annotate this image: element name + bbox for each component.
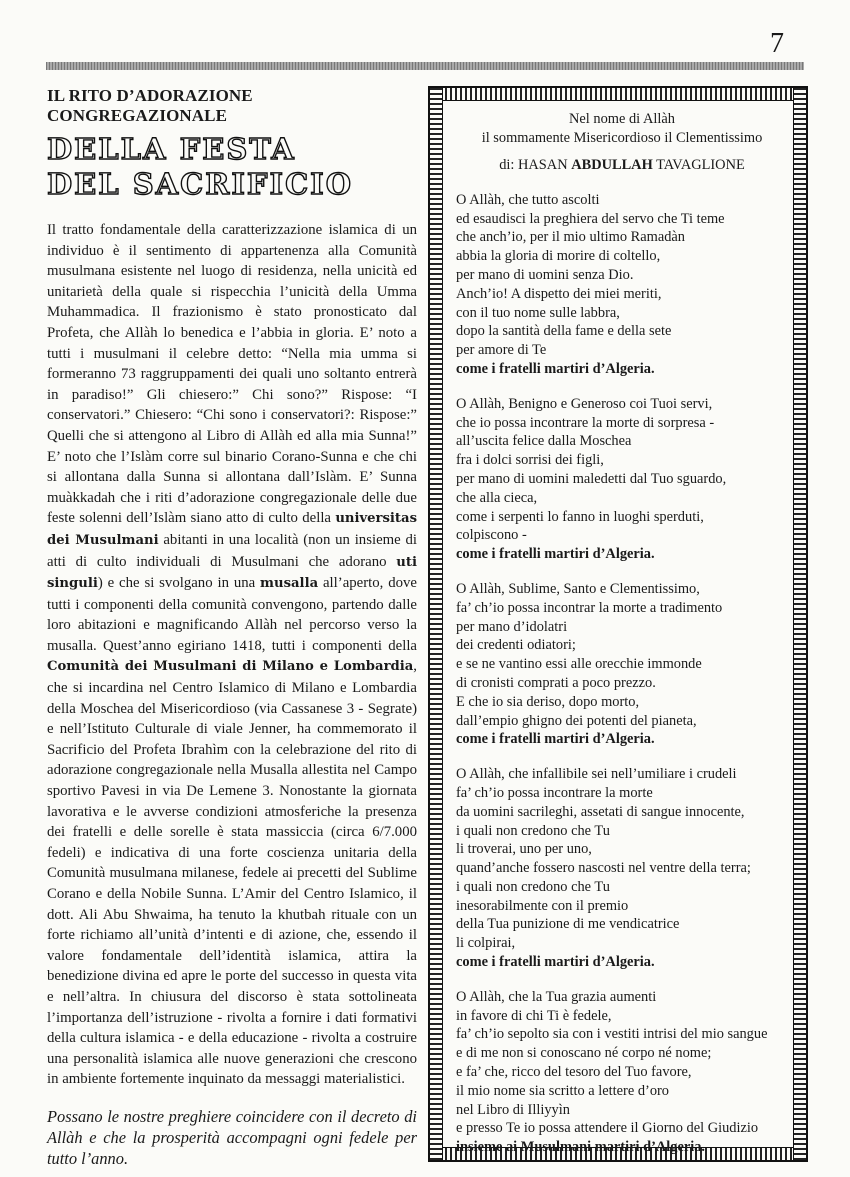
author-middle-name: ABDULLAH <box>571 157 653 173</box>
poem-line: il mio nome sia scritto a lettere d’oro <box>456 1082 669 1099</box>
poem-refrain: come i fratelli martiri d’Algeria. <box>456 360 655 377</box>
poem-line: dall’empio ghigno dei potenti del pianeta, <box>456 712 697 729</box>
poem-line: O Allàh, che tutto ascolti <box>456 191 600 208</box>
poem-stanza <box>456 580 788 749</box>
poem-stanza <box>456 191 788 379</box>
article-text-run: , che si incardina nel Centro Islamico di Milano e Lombardia della Moschea del Misericordioso (via Cassanese 3 - Segrate) e nell’Istituto Culturale di viale Jenner, ha commemorato il Sacrificio del Profeta Ibrahìm con la celebrazione del rito di adorazione congregazionale nella Musalla allestita nel Campo sportivo Pavesi in via De Lemene 3. Nonostante la giornata lavorativa e le avverse condizioni atmosferiche la presenza dei fratelli e delle sorelle è stata massiccia (circa 6/7.000 fedeli) e indicativa di una forte coscienza unitaria della Comunità musulmana milanese, fedele ai precetti del Sublime Corano e della Nobile Sunna. L’Amir del Centro Islamico, il dott. Ali Abu Shwaima, ha tenuto la khutbah rituale con un forte richiamo all’unità d’intenti e di azione, che, essendo il valore fondamentale dell’identità islamica, attira la benedizione divina ed apre le porte del successo in questa vita e nell’altra. In chiusura del discorso è stata sottolineata l’importanza dell’istruzione - rivolta a fornire i dati formativi della cultura islamica - e della educazione - rivolta a costruire una personalità islamica alle nuove generazioni che crescono in ambiente fortemente inquinato da messaggi materialistici. <box>47 658 417 1088</box>
poem-line: in favore di chi Ti è fedele, <box>456 1007 612 1024</box>
poem-line: inesorabilmente con il premio <box>456 897 629 914</box>
poem-line: e di me non si conoscano né corpo né nome; <box>456 1045 712 1062</box>
poem-line: fa’ ch’io possa incontrare la morte <box>456 784 653 801</box>
poem-line: e fa’ che, ricco del tesoro del Tuo favore, <box>456 1064 692 1081</box>
poem-line: all’uscita felice dalla Moschea <box>456 433 632 450</box>
poem-stanza <box>456 395 788 564</box>
poem-line: ed esaudisci la preghiera del servo che Ti teme <box>456 210 725 227</box>
border-top-ornament <box>430 88 806 101</box>
article-text-run: all’aperto, dove tutti i componenti della comunità convengono, partendo dalle loro abitazioni e magnificando Allàh nel percorso verso la musalla. Quest’anno egiriano 1418, tutti i componenti della <box>47 575 417 654</box>
border-right-ornament <box>793 88 806 1160</box>
poem-stanza <box>456 988 788 1157</box>
poem-line: per amore di Te <box>456 342 547 359</box>
article-emphasis: universitas dei Musulmani <box>47 511 417 548</box>
poem-line: li troverai, uno per uno, <box>456 841 592 858</box>
poem-line: fra i dolci sorrisi dei figli, <box>456 452 604 469</box>
poem-line: che io possa incontrare la morte di sorpresa - <box>456 414 715 431</box>
poem-author <box>456 156 788 175</box>
poem-line: i quali non credono che Tu <box>456 822 610 839</box>
article-text-run: abitanti in una località (non un insieme di atti di culto individuali di Musulmani che adorano <box>47 531 417 570</box>
page-number: 7 <box>770 28 784 59</box>
poem-line: dei credenti odiatori; <box>456 637 576 654</box>
article-emphasis: musalla <box>260 576 319 592</box>
border-left-ornament <box>430 88 443 1160</box>
poem-line: che anch’io, per il mio ultimo Ramadàn <box>456 229 685 246</box>
poem-line: da uomini sacrileghi, assetati di sangue innocente, <box>456 803 745 820</box>
poem-line: quand’anche fossero nascosti nel ventre della terra; <box>456 860 751 877</box>
poem-line: li colpirai, <box>456 935 516 952</box>
poem-stanzas <box>456 191 788 1157</box>
article-text-run: Il tratto fondamentale della caratterizzazione islamica di un individuo è il sentimento di appartenenza alla Comunità musulmana esistente nel luogo di residenza, nella unicità ed unitarietà della quale si rispecchia l’unicità della Umma Muhammadica. Il frazionismo è stato pronosticato dal Profeta, che Allàh lo benedica e l’abbia in gloria. E’ noto a tutti i musulmani il celebre detto: “Nella mia umma si formeranno 73 raggruppamenti dei quali uno soltanto entrerà in paradiso!” Gli chiesero:” Chi sono?” Rispose: “I conservatori.” Chiesero: “Chi sono i conservatori?: Rispose:” Quelli che si attengono al Libro di Allàh ed alla mia Sunna!” E’ noto che l’Islàm corre sul binario Corano-Sunna e che chi si allontana dalla Sunna si allontana dall’Islàm. E’ Sunna muàkkadah che i riti d’adorazione congregazionale delle due feste solenni dell’Islàm siano atto di culto della <box>47 222 417 527</box>
poem-frame <box>428 86 808 1162</box>
invocation-line: il sommamente Misericordioso il Clementissimo <box>481 130 763 146</box>
headline-line-1: DELLA FESTA <box>47 132 296 166</box>
poem-line: che alla cieca, <box>456 489 538 506</box>
poem-line: O Allàh, che infallibile sei nell’umiliare i crudeli <box>456 766 737 783</box>
poem-line: O Allàh, Benigno e Generoso coi Tuoi servi, <box>456 395 713 412</box>
top-rule <box>46 62 804 70</box>
poem-line: per mano d’idolatri <box>456 618 568 635</box>
poem-line: dopo la santità della fame e della sete <box>456 323 672 340</box>
article-text-run: ) e che si svolgano in una <box>97 575 261 592</box>
poem-line: Anch’io! A dispetto dei miei meriti, <box>456 285 662 302</box>
poem-line: della Tua punizione di me vendicatrice <box>456 916 680 933</box>
poem-line: di cronisti comprati a poco prezzo. <box>456 674 656 691</box>
poem-line: fa’ ch’io possa incontrar la morte a tradimento <box>456 599 723 616</box>
author-suffix: TAVAGLIONE <box>652 157 745 173</box>
article-paragraph <box>47 220 417 1090</box>
poem-refrain: come i fratelli martiri d’Algeria. <box>456 954 655 971</box>
invocation-line: Nel nome di Allàh <box>569 111 675 127</box>
poem-line: O Allàh, che la Tua grazia aumenti <box>456 988 657 1005</box>
poem-refrain: come i fratelli martiri d’Algeria. <box>456 546 655 563</box>
poem-line: fa’ ch’io sepolto sia con i vestiti intrisi del mio sangue <box>456 1026 768 1043</box>
poem-refrain: come i fratelli martiri d’Algeria. <box>456 731 655 748</box>
poem-invocation <box>456 110 788 148</box>
poem-line: E che io sia deriso, dopo morto, <box>456 693 640 710</box>
article-emphasis: Comunità dei Musulmani di Milano e Lombardia <box>47 659 414 675</box>
poem-stanza <box>456 765 788 972</box>
poem-refrain: insieme ai Musulmani martiri d’Algeria. <box>456 1139 706 1156</box>
poem-line: nel Libro di Illiyyìn <box>456 1101 570 1118</box>
poem-line: come i serpenti lo fanno in luoghi sperduti, <box>456 508 704 525</box>
poem-line: colpiscono - <box>456 527 527 544</box>
poem-line: per mano di uomini maledetti dal Tuo sguardo, <box>456 470 727 487</box>
headline-line-2: DEL SACRIFICIO <box>47 167 353 201</box>
poem-line: O Allàh, Sublime, Santo e Clementissimo, <box>456 580 700 597</box>
poem <box>456 110 788 1157</box>
poem-line: per mano di uomini senza Dio. <box>456 266 634 283</box>
poem-line: i quali non credono che Tu <box>456 878 610 895</box>
article-closing: Possano le nostre preghiere coincidere con il decreto di Allàh e che la prosperità accompagni ogni fedele per tutto l’anno. <box>47 1106 417 1168</box>
article-headline <box>47 132 417 202</box>
poem-line: con il tuo nome sulle labbra, <box>456 304 620 321</box>
article <box>47 86 417 1169</box>
article-emphasis: uti singuli <box>47 554 417 592</box>
poem-line: e se ne vantino essi alle orecchie immonde <box>456 656 702 673</box>
article-kicker: IL RITO D’ADORAZIONE CONGREGAZIONALE <box>47 86 253 125</box>
poem-line: e presso Te io possa attendere il Giorno del Giudizio <box>456 1120 759 1137</box>
article-body <box>47 220 417 1090</box>
poem-line: abbia la gloria di morire di coltello, <box>456 248 661 265</box>
author-prefix: di: HASAN <box>499 157 572 173</box>
